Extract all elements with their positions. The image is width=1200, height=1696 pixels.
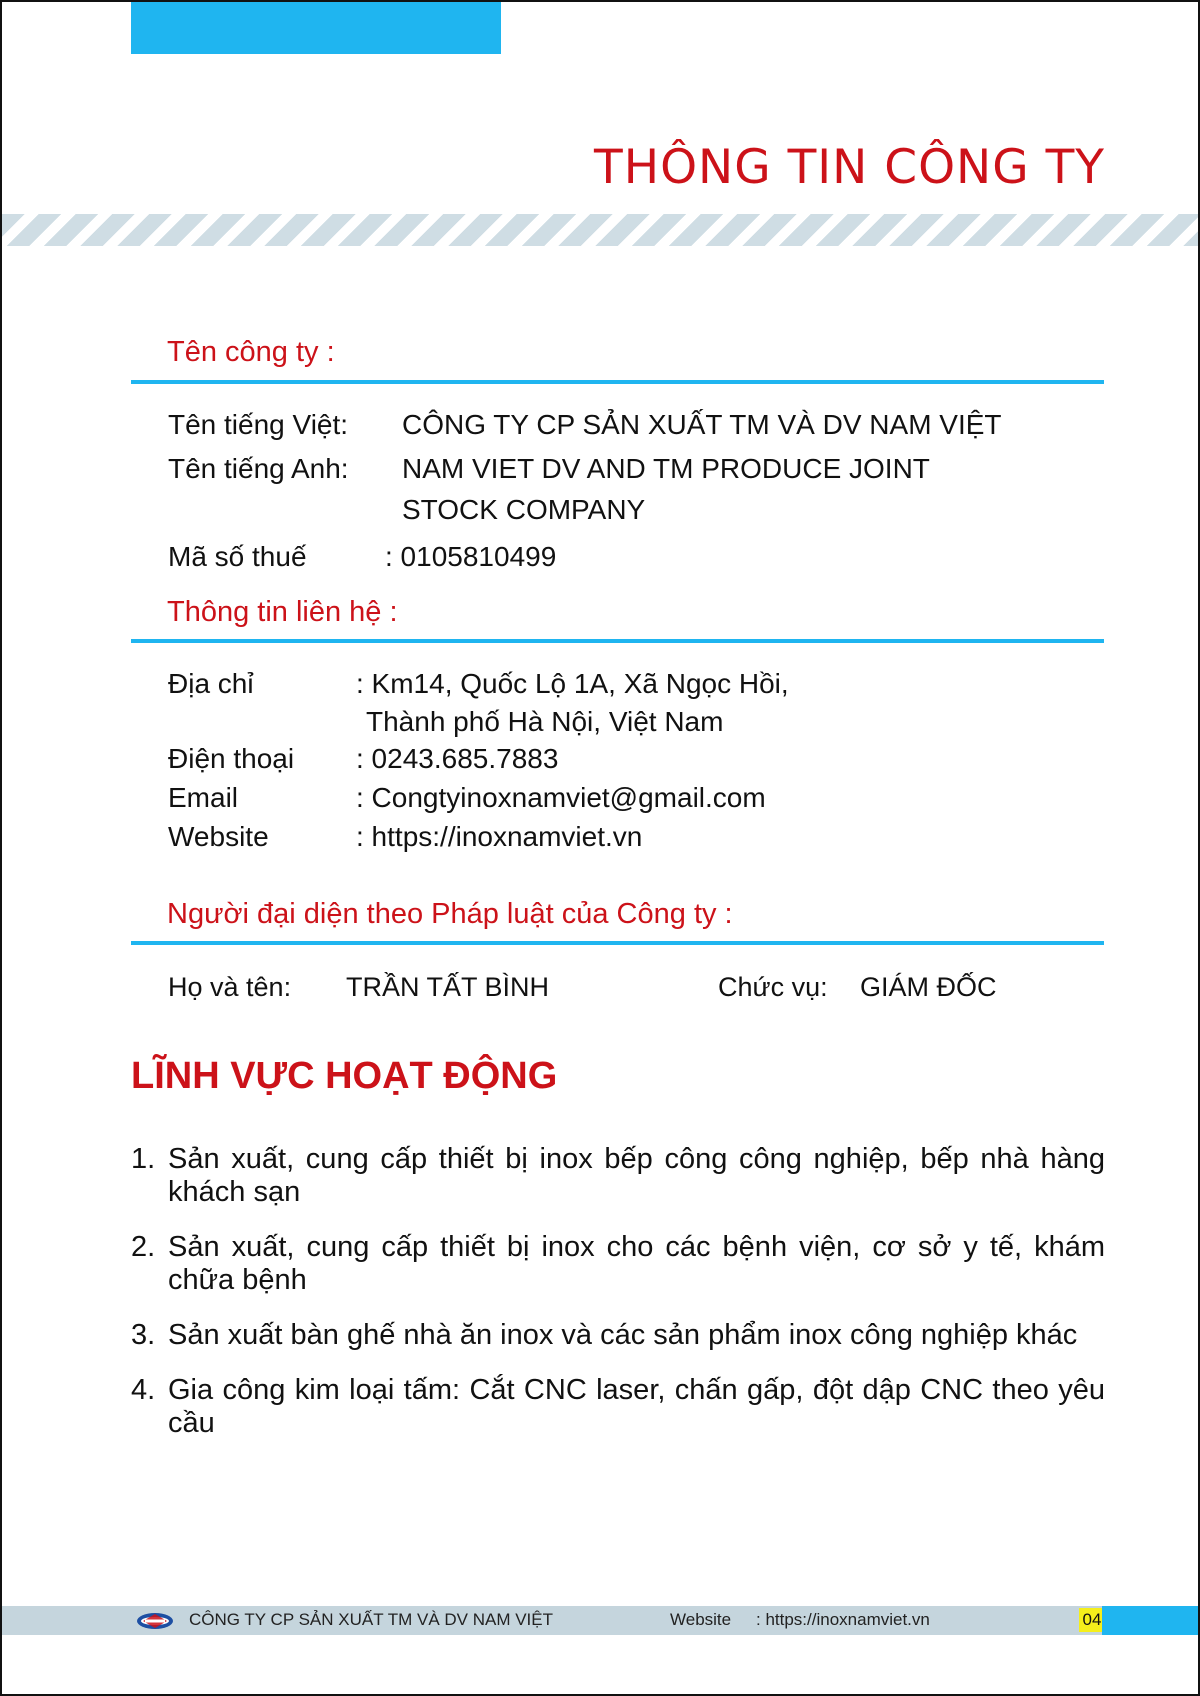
representative-heading: Người đại diện theo Pháp luật của Công ty : — [167, 898, 733, 930]
contact-heading: Thông tin liên hệ : — [167, 596, 398, 628]
activity-item — [131, 1231, 1105, 1297]
activity-item — [131, 1374, 1105, 1440]
contact-rule — [131, 639, 1104, 643]
tax-value: : 0105810499 — [385, 541, 557, 572]
rep-position-value: GIÁM ĐỐC — [860, 972, 997, 1002]
footer-company-name: CÔNG TY CP SẢN XUẤT TM VÀ DV NAM VIỆT — [189, 1610, 554, 1629]
top-accent-bar — [131, 2, 501, 54]
en-name-value-line1: NAM VIET DV AND TM PRODUCE JOINT — [402, 453, 930, 484]
activity-number: 1. — [131, 1143, 156, 1175]
phone-value: : 0243.685.7883 — [356, 743, 559, 774]
activity-item — [131, 1143, 1105, 1209]
address-line1: : Km14, Quốc Lộ 1A, Xã Ngọc Hồi, — [356, 668, 789, 699]
activity-number: 3. — [131, 1319, 156, 1351]
rep-name-label: Họ và tên: — [168, 972, 292, 1002]
activity-text: Gia công kim loại tấm: Cắt CNC laser, chấn gấp, đột dập CNC theo yêu cầu — [168, 1374, 1105, 1439]
address-line2: Thành phố Hà Nội, Việt Nam — [366, 706, 724, 737]
en-name-label: Tên tiếng Anh: — [168, 453, 349, 484]
company-logo-icon — [135, 1610, 175, 1632]
website-label: Website — [168, 821, 269, 852]
website-value: : https://inoxnamviet.vn — [356, 821, 643, 852]
phone-label: Điện thoại — [168, 743, 295, 774]
activities-heading: LĨNH VỰC HOẠT ĐỘNG — [131, 1055, 558, 1097]
vn-name-value: CÔNG TY CP SẢN XUẤT TM VÀ DV NAM VIỆT — [402, 409, 1002, 440]
activity-number: 2. — [131, 1231, 156, 1263]
activities-list — [131, 1143, 1105, 1462]
vn-name-label: Tên tiếng Việt: — [168, 409, 349, 440]
diagonal-stripe-divider — [2, 214, 1198, 246]
representative-rule — [131, 941, 1104, 945]
email-label: Email — [168, 782, 239, 813]
footer-bar — [2, 1606, 1198, 1635]
page-title: THÔNG TIN CÔNG TY — [594, 140, 1105, 195]
rep-name-value: TRẦN TẤT BÌNH — [346, 972, 550, 1002]
page-number: 04 — [1079, 1608, 1105, 1632]
activity-item — [131, 1319, 1105, 1352]
tax-label: Mã số thuế — [168, 541, 307, 572]
company-name-rule — [131, 380, 1104, 384]
rep-position-label: Chức vụ: — [718, 972, 828, 1002]
activity-text: Sản xuất, cung cấp thiết bị inox bếp công công nghiệp, bếp nhà hàng khách sạn — [168, 1143, 1105, 1208]
activity-text: Sản xuất bàn ghế nhà ăn inox và các sản phẩm inox công nghiệp khác — [168, 1319, 1078, 1351]
company-name-heading: Tên công ty : — [167, 336, 335, 368]
activity-text: Sản xuất, cung cấp thiết bị inox cho các bệnh viện, cơ sở y tế, khám chữa bệnh — [168, 1231, 1105, 1296]
email-value: : Congtyinoxnamviet@gmail.com — [356, 782, 766, 813]
address-label: Địa chỉ — [168, 668, 254, 699]
activity-number: 4. — [131, 1374, 156, 1406]
footer-accent — [1102, 1606, 1198, 1635]
footer-website-label: Website — [670, 1610, 732, 1629]
footer-website-value: : https://inoxnamviet.vn — [756, 1610, 930, 1629]
en-name-value-line2: STOCK COMPANY — [402, 494, 646, 525]
